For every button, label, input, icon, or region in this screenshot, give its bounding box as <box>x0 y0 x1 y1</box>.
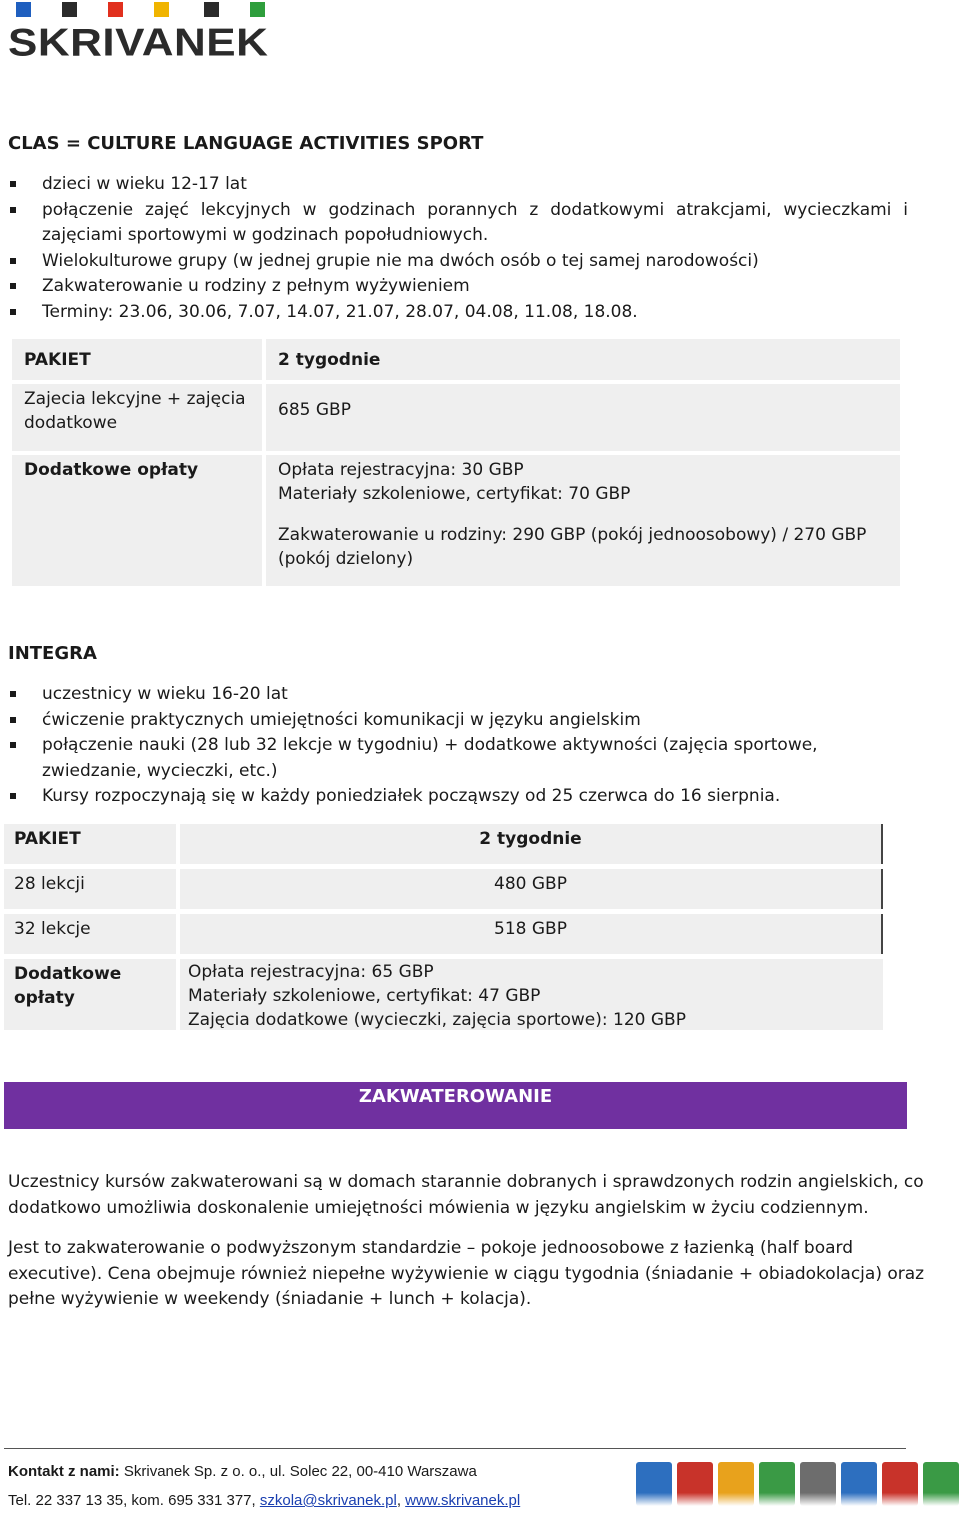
table-row-label: 32 lekcje <box>4 914 176 954</box>
table-row-price: 685 GBP <box>266 384 900 451</box>
list-item: połączenie zajęć lekcyjnych w godzinach porannych z dodatkowymi atrakcjami, wycieczkami i zajęciami sportowymi w godzinach popołudniowych. <box>8 198 908 249</box>
logo-square <box>154 2 169 17</box>
logo-square <box>108 2 123 17</box>
logo-wordmark: SKRIVANEK <box>8 21 269 65</box>
integra-heading: INTEGRA <box>8 643 97 664</box>
list-item: uczestnicy w wieku 16-20 lat <box>8 682 858 708</box>
footer-phone: Tel. 22 337 13 35, kom. 695 331 377, <box>8 1492 256 1509</box>
table-row-label: 28 lekcji <box>4 869 176 909</box>
footer-contact-label: Kontakt z nami: <box>8 1463 120 1480</box>
logo-square <box>250 2 265 17</box>
footer-tile <box>841 1462 877 1506</box>
logo-square <box>62 2 77 17</box>
footer-tile <box>882 1462 918 1506</box>
footer-tile <box>677 1462 713 1506</box>
list-item: ćwiczenie praktycznych umiejętności komunikacji w języku angielskim <box>8 708 858 734</box>
table-header-pakiet: PAKIET <box>4 824 176 864</box>
footer-tile <box>923 1462 959 1506</box>
clas-heading: CLAS = CULTURE LANGUAGE ACTIVITIES SPORT <box>8 133 484 154</box>
footer-tile <box>718 1462 754 1506</box>
list-item: Kursy rozpoczynają się w każdy poniedziałek począwszy od 25 czerwca do 16 sierpnia. <box>8 784 858 810</box>
footer-contact <box>8 1463 477 1481</box>
fee-line: Materiały szkoleniowe, certyfikat: 70 GBP <box>278 484 631 504</box>
logo-color-squares <box>16 2 266 18</box>
logo-square <box>16 2 31 17</box>
footer-divider <box>4 1448 906 1449</box>
table-header-pakiet: PAKIET <box>12 339 262 380</box>
list-item: dzieci w wieku 12-17 lat <box>8 172 908 198</box>
footer-email-link[interactable]: szkola@skrivanek.pl <box>259 1492 397 1509</box>
fee-line: Materiały szkoleniowe, certyfikat: 47 GBP <box>188 986 541 1006</box>
footer-separator: , <box>396 1492 401 1509</box>
fee-line: Zakwaterowanie u rodziny: 290 GBP (pokój jednoosobowy) / 270 GBP (pokój dzielony) <box>278 525 867 569</box>
fee-line: Opłata rejestracyjna: 30 GBP <box>278 460 524 480</box>
footer-phone-line <box>8 1492 520 1510</box>
fee-line: Opłata rejestracyjna: 65 GBP <box>188 962 434 982</box>
fee-line: Zajęcia dodatkowe (wycieczki, zajęcia sportowe): 120 GBP <box>188 1010 686 1030</box>
footer-tile <box>636 1462 672 1506</box>
table-row-price: 518 GBP <box>180 914 883 954</box>
list-item: Terminy: 23.06, 30.06, 7.07, 14.07, 21.07, 28.07, 04.08, 11.08, 18.08. <box>8 300 908 326</box>
footer-tile <box>759 1462 795 1506</box>
table-row-label: Zajecia lekcyjne + zajęcia dodatkowe <box>12 384 262 451</box>
table-row-fees <box>180 959 883 1030</box>
accommodation-paragraph: Uczestnicy kursów zakwaterowani są w domach starannie dobranych i sprawdzonych rodzin angielskich, co dodatkowo umożliwia doskonalenie umiejętności mówienia w języku angielskim w życiu codziennym. <box>8 1172 924 1218</box>
table-row-fees <box>266 455 900 586</box>
accommodation-paragraph: Jest to zakwaterowanie o podwyższonym standardzie – pokoje jednoosobowe z łazienką (half board executive). Cena obejmuje również niepełne wyżywienie w ciągu tygodnia (śniadanie + obiadokolacja) oraz pełne wyżywienie w weekendy (śniadanie + lunch + kolacja). <box>8 1238 925 1309</box>
clas-bullet-list <box>8 172 908 325</box>
list-item: Zakwaterowanie u rodziny z pełnym wyżywieniem <box>8 274 908 300</box>
table-row-label: Dodatkowe opłaty <box>12 455 262 586</box>
footer-decorative-tiles <box>636 1462 958 1508</box>
list-item: Wielokulturowe grupy (w jednej grupie nie ma dwóch osób o tej samej narodowości) <box>8 249 908 275</box>
footer-website-link[interactable]: www.skrivanek.pl <box>405 1492 521 1509</box>
accommodation-section-bar: ZAKWATEROWANIE <box>4 1082 907 1129</box>
footer-address: Skrivanek Sp. z o. o., ul. Solec 22, 00-410 Warszawa <box>123 1463 477 1480</box>
logo-square <box>204 2 219 17</box>
table-header-duration: 2 tygodnie <box>180 824 883 864</box>
table-row-label: Dodatkowe opłaty <box>4 959 176 1030</box>
list-item: połączenie nauki (28 lub 32 lekcje w tygodniu) + dodatkowe aktywności (zajęcia sportowe, zwiedzanie, wycieczki, etc.) <box>8 733 858 784</box>
table-header-duration: 2 tygodnie <box>266 339 900 380</box>
integra-bullet-list <box>8 682 858 810</box>
table-row-price: 480 GBP <box>180 869 883 909</box>
footer-tile <box>800 1462 836 1506</box>
